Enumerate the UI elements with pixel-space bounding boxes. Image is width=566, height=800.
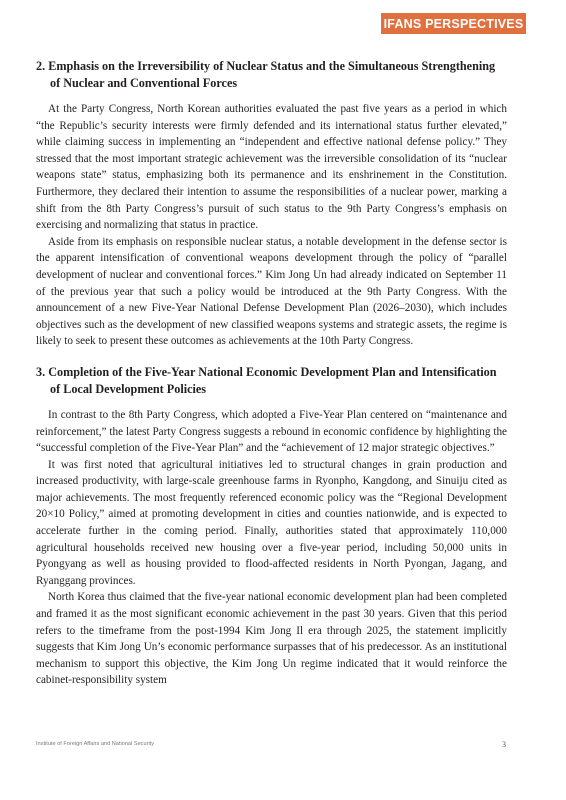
section-3-paragraph-1: In contrast to the 8th Party Congress, which adopted a Five-Year Plan centered on “maintenance and reinforcement,” the latest Party Congress suggests a rebound in economic confidence by highlighting the “successful completion of the Five-Year Plan” and the “achievement of 12 major strategic objectives.” bbox=[36, 408, 507, 455]
section-3-paragraph-2: It was first noted that agricultural initiatives led to structural changes in grain production and increased productivity, with large-scale greenhouse farms in Ryonpho, Kangdong, and Sinuiju cited as major achievements. The most frequently referenced economic policy was the “Regional Development 20×10 Policy,” aimed at promoting development in cities and counties nationwide, and is expected to accelerate further in the coming period. Finally, authorities stated that approximately 110,000 agricultural households received new housing over a five-year period, including 50,000 units in Pyongyang as well as housing provided to flood-affected residents in North Pyongan, Jagang, and Ryanggang provinces. bbox=[36, 458, 507, 587]
page-number: 3 bbox=[502, 740, 506, 749]
section-3-paragraph-3: North Korea thus claimed that the five-year national economic development plan had been completed and framed it as the most significant economic achievement in the past 30 years. Given that this period refers to the timeframe from the post-1994 Kim Jong Il era through 2025, the statement implicitly suggests that Kim Jong Un’s economic performance surpasses that of his predecessor. As an institutional mechanism to support this objective, the Kim Jong Un regime indicated that it would reinforce the cabinet-responsibility system bbox=[36, 591, 507, 687]
series-badge: IFANS PERSPECTIVES bbox=[381, 13, 526, 34]
section-3-heading: 3. Completion of the Five-Year National Economic Development Plan and Intensification of Local Development Policies bbox=[36, 364, 497, 396]
page-body bbox=[36, 58, 507, 689]
footer-institute-name: Institute of Foreign Affairs and National Security bbox=[36, 741, 155, 747]
section-2-paragraph-1: At the Party Congress, North Korean authorities evaluated the past five years as a period in which “the Republic’s security interests were firmly defended and its international status further elevated,” while claiming success in implementing an “independent and effective national defense policy.” They stressed that the most important strategic achievement was the irreversible consolidation of its “nuclear weapons state” status, emphasizing both its permanence and its enshrinement in the Constitution. Furthermore, they declared their intention to assume the responsibilities of a nuclear power, marking a shift from the 8th Party Congress’s pursuit of such status to the 9th Party Congress’s emphasis on exercising and normalizing that status in practice. bbox=[36, 103, 507, 232]
section-2-paragraph-2: Aside from its emphasis on responsible nuclear status, a notable development in the defense sector is the apparent intensification of conventional weapons development through the policy of “parallel development of nuclear and conventional forces.” Kim Jong Un had already indicated on September 11 of the previous year that such a policy would be introduced at the 9th Party Congress. With the announcement of a new Five-Year National Defense Development Plan (2026–2030), which includes objectives such as the development of new classified weapons systems and strategic assets, the regime is likely to seek to present these outcomes as achievements at the 10th Party Congress. bbox=[36, 235, 507, 348]
section-2-heading: 2. Emphasis on the Irreversibility of Nuclear Status and the Simultaneous Strengthening of Nuclear and Conventional Forces bbox=[36, 59, 496, 90]
